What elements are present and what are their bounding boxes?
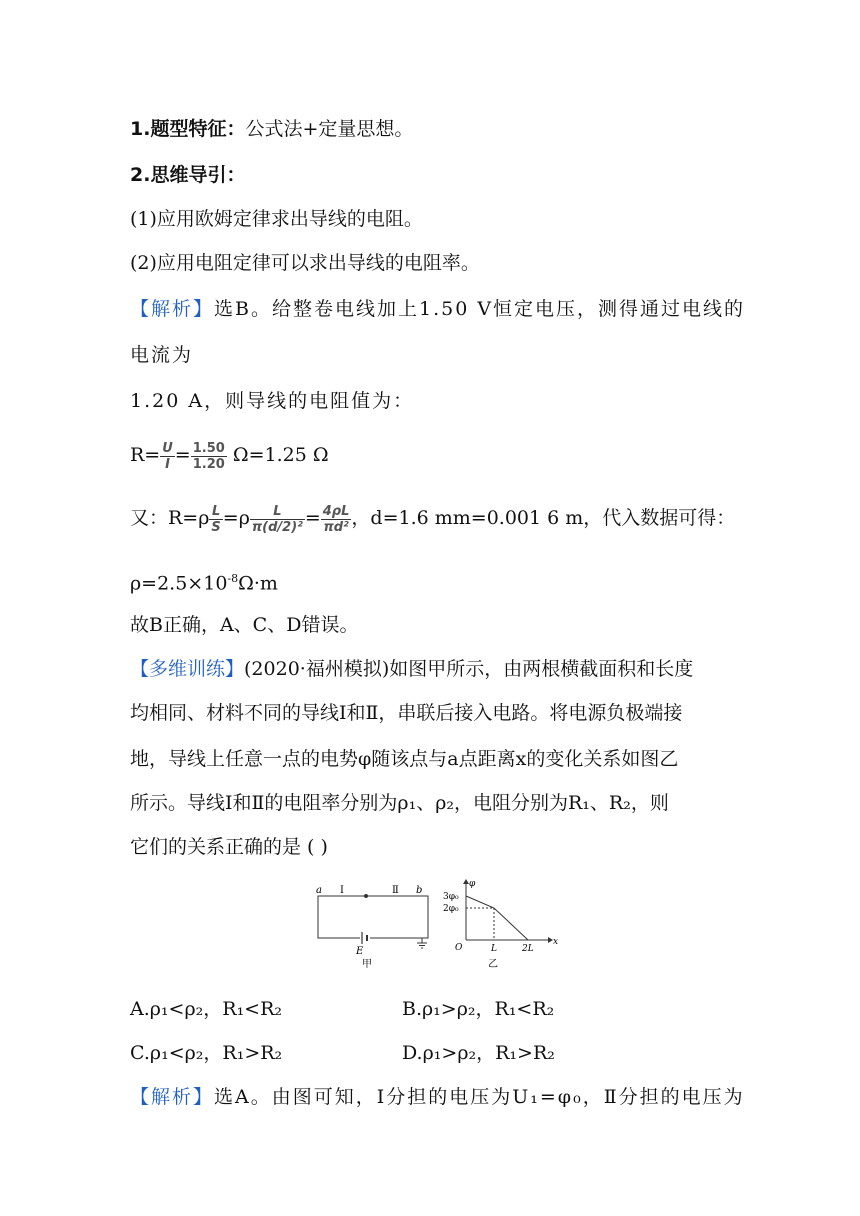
- option-text: ρ₁>ρ₂，R₁<R₂: [422, 998, 555, 1020]
- fraction-denominator: I: [165, 456, 170, 472]
- option-text: ρ₁>ρ₂，R₁>R₂: [422, 1042, 555, 1064]
- analysis-text-1: 选B。给整卷电线加上1.50 V恒定电压，测得通过电线的: [214, 298, 746, 320]
- training-line-3: 地，导线上任意一点的电势φ随该点与a点距离x的变化关系如图乙: [130, 748, 679, 770]
- potential-graph: [466, 884, 548, 940]
- fraction-denominator: π(d/2)²: [251, 519, 303, 535]
- equals-sign: =: [304, 507, 321, 529]
- label-origin: O: [455, 943, 463, 953]
- guide-step-1: (1)应用欧姆定律求出导线的电阻。: [130, 208, 423, 230]
- option-c[interactable]: [130, 1040, 282, 1066]
- caption-yi: 乙: [488, 959, 498, 970]
- resistivity-prefix: 又：R=ρ: [130, 507, 210, 529]
- fraction-denominator: πd²: [323, 519, 349, 535]
- option-letter: C.: [130, 1042, 150, 1064]
- analysis-2-line: [130, 1084, 745, 1110]
- fraction-numerator: U: [162, 440, 173, 456]
- question-type-text: 公式法+定量思想。: [245, 118, 414, 140]
- ground-symbol: [417, 938, 427, 948]
- analysis-2-text: 选A。由图可知，Ⅰ分担的电压为U₁=φ₀，Ⅱ分担的电压为: [214, 1086, 745, 1108]
- label-x: x: [553, 937, 559, 947]
- fraction-denominator: 1.20: [192, 456, 225, 472]
- training-line-5: 它们的关系正确的是 ( ): [130, 836, 328, 858]
- thinking-guide-label: 2.思维导引：: [130, 164, 246, 186]
- circuit-and-graph-figure: [300, 874, 570, 974]
- training-line-2: 均相同、材料不同的导线Ⅰ和Ⅱ，串联后接入电路。将电源负极端接: [130, 702, 683, 724]
- analysis-tag: 【解析】: [130, 298, 215, 320]
- training-line-4: 所示。导线Ⅰ和Ⅱ的电阻率分别为ρ₁、ρ₂，电阻分别为R₁、R₂，则: [130, 792, 669, 814]
- option-letter: A.: [130, 998, 150, 1020]
- resistivity-suffix: ，d=1.6 mm=0.001 6 m，代入数据可得：: [351, 507, 736, 529]
- question-type-line: [130, 116, 413, 142]
- analysis-line-1: [130, 296, 745, 322]
- caption-jia: 甲: [362, 959, 372, 970]
- training-text-1: (2020·福州模拟)如图甲所示，由两根横截面积和长度: [244, 658, 694, 680]
- battery-symbol: [360, 932, 370, 944]
- label-b: b: [416, 885, 423, 896]
- option-letter: D.: [402, 1042, 423, 1064]
- resistance-result: Ω=1.25 Ω: [226, 444, 329, 466]
- fraction-numerator: L: [209, 504, 222, 520]
- training-line-1: [130, 656, 693, 682]
- label-phi: φ: [469, 879, 476, 889]
- label-2L: 2L: [522, 944, 534, 954]
- question-type-label: 1.题型特征：: [130, 118, 246, 140]
- guide-step-2: (2)应用电阻定律可以求出导线的电阻率。: [130, 252, 480, 274]
- label-wire-2: Ⅱ: [392, 885, 399, 896]
- resistivity-formula: [130, 500, 735, 536]
- thinking-guide-heading: [130, 162, 245, 188]
- label-3phi0: 3φ₀: [443, 892, 459, 902]
- label-emf: E: [356, 946, 364, 957]
- fraction-l-over-area: [250, 504, 305, 535]
- label-2phi0: 2φ₀: [443, 904, 459, 914]
- resistance-formula: [130, 440, 329, 472]
- analysis-line-2: 电流为: [130, 344, 194, 366]
- conclusion-line: 故B正确，A、C、D错误。: [130, 614, 359, 636]
- rho-value-line: [130, 566, 278, 596]
- fraction-final: [321, 504, 352, 535]
- training-tag: 【多维训练】: [130, 658, 245, 680]
- fraction-numerator: 4ρL: [322, 503, 350, 519]
- option-text: ρ₁<ρ₂，R₁<R₂: [149, 998, 283, 1020]
- label-wire-1: Ⅰ: [340, 885, 344, 896]
- fraction-denominator: S: [211, 519, 221, 535]
- option-text: ρ₁<ρ₂，R₁>R₂: [149, 1042, 283, 1064]
- equals-sign: =: [174, 444, 191, 466]
- resistance-prefix: R=: [130, 444, 161, 466]
- fraction-numerator: L: [250, 504, 305, 520]
- analysis-line-3: 1.20 A，则导线的电阻值为：: [130, 390, 415, 412]
- rho-exponent: -8: [227, 572, 239, 585]
- circuit-diagram: [318, 896, 428, 938]
- rho-unit: Ω·m: [238, 572, 278, 595]
- fraction-numerator: 1.50: [192, 440, 225, 456]
- label-a: a: [316, 885, 322, 896]
- rho-value: ρ=2.5×10: [130, 572, 228, 595]
- fraction-values: [191, 441, 227, 472]
- junction-dot: [364, 894, 368, 898]
- option-d[interactable]: [402, 1040, 555, 1066]
- label-L: L: [491, 944, 497, 954]
- fraction-u-over-i: [160, 441, 175, 472]
- fraction-l-over-s: [209, 504, 222, 535]
- option-b[interactable]: [402, 996, 554, 1022]
- analysis-2-tag: 【解析】: [130, 1086, 215, 1108]
- option-a[interactable]: [130, 996, 282, 1022]
- option-letter: B.: [402, 998, 423, 1020]
- rho-equals: =ρ: [222, 507, 250, 529]
